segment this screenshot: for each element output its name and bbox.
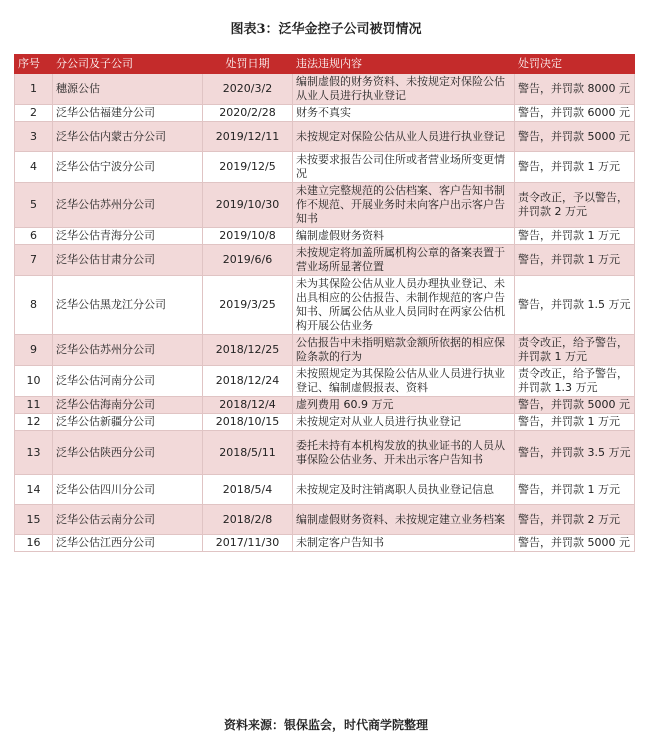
row-company: 泛华公估福建分公司 — [53, 105, 203, 122]
row-date: 2017/11/30 — [203, 535, 293, 552]
row-violation: 未按要求报告公司住所或者营业场所变更情况 — [293, 152, 515, 183]
row-violation: 未按照规定为其保险公估从业人员进行执业登记、编制虚假报表、资料 — [293, 366, 515, 397]
row-decision: 警告，并罚款 8000 元 — [515, 74, 635, 105]
row-violation: 编制虚假财务资料、未按规定建立业务档案 — [293, 505, 515, 535]
row-company: 泛华公估河南分公司 — [53, 366, 203, 397]
row-decision: 警告，并罚款 3.5 万元 — [515, 431, 635, 475]
table-row — [15, 228, 635, 245]
row-no: 1 — [15, 74, 53, 105]
table-row — [15, 105, 635, 122]
row-no: 9 — [15, 335, 53, 366]
table-row — [15, 475, 635, 505]
row-date: 2019/12/5 — [203, 152, 293, 183]
row-decision: 警告，并罚款 5000 元 — [515, 122, 635, 152]
row-date: 2019/3/25 — [203, 276, 293, 335]
row-no: 7 — [15, 245, 53, 276]
row-company: 泛华公估江西分公司 — [53, 535, 203, 552]
row-company: 泛华公估新疆分公司 — [53, 414, 203, 431]
header-no: 序号 — [15, 55, 53, 74]
table-row — [15, 535, 635, 552]
penalty-table — [14, 54, 635, 552]
row-decision: 警告，并罚款 1.5 万元 — [515, 276, 635, 335]
row-decision: 警告，并罚款 1 万元 — [515, 475, 635, 505]
row-decision: 责令改正，予以警告，并罚款 2 万元 — [515, 183, 635, 228]
row-decision: 警告，并罚款 2 万元 — [515, 505, 635, 535]
row-violation: 财务不真实 — [293, 105, 515, 122]
source-note: 资料来源：银保监会，时代商学院整理 — [223, 718, 428, 732]
row-decision: 责令改正，给予警告，并罚款 1 万元 — [515, 335, 635, 366]
row-no: 2 — [15, 105, 53, 122]
row-violation: 未建立完整规范的公估档案、客户告知书制作不规范、开展业务时未向客户出示客户告知书 — [293, 183, 515, 228]
row-date: 2020/2/28 — [203, 105, 293, 122]
table-row — [15, 122, 635, 152]
row-company: 泛华公估云南分公司 — [53, 505, 203, 535]
row-company: 泛华公估青海分公司 — [53, 228, 203, 245]
row-no: 6 — [15, 228, 53, 245]
header-company: 分公司及子公司 — [53, 55, 203, 74]
table-header-row — [15, 55, 635, 74]
row-violation: 编制虚假的财务资料、未按规定对保险公估从业人员进行执业登记 — [293, 74, 515, 105]
table-row — [15, 74, 635, 105]
row-decision: 警告，并罚款 1 万元 — [515, 152, 635, 183]
row-date: 2019/10/8 — [203, 228, 293, 245]
row-company: 泛华公估四川分公司 — [53, 475, 203, 505]
row-decision: 警告，并罚款 5000 元 — [515, 535, 635, 552]
row-no: 3 — [15, 122, 53, 152]
row-violation: 虚列费用 60.9 万元 — [293, 397, 515, 414]
row-violation: 未按规定及时注销离职人员执业登记信息 — [293, 475, 515, 505]
row-no: 14 — [15, 475, 53, 505]
row-no: 8 — [15, 276, 53, 335]
row-date: 2019/12/11 — [203, 122, 293, 152]
row-company: 泛华公估内蒙古分公司 — [53, 122, 203, 152]
table-row — [15, 335, 635, 366]
row-company: 泛华公估苏州分公司 — [53, 335, 203, 366]
row-violation: 委托未持有本机构发放的执业证书的人员从事保险公估业务、开未出示客户告知书 — [293, 431, 515, 475]
row-date: 2018/2/8 — [203, 505, 293, 535]
row-no: 5 — [15, 183, 53, 228]
row-no: 4 — [15, 152, 53, 183]
row-company: 泛华公估黑龙江分公司 — [53, 276, 203, 335]
row-date: 2019/6/6 — [203, 245, 293, 276]
row-decision: 警告，并罚款 1 万元 — [515, 414, 635, 431]
table-row — [15, 276, 635, 335]
row-no: 10 — [15, 366, 53, 397]
row-no: 15 — [15, 505, 53, 535]
row-date: 2018/12/4 — [203, 397, 293, 414]
row-company: 穗源公估 — [53, 74, 203, 105]
row-date: 2018/5/4 — [203, 475, 293, 505]
table-row — [15, 245, 635, 276]
row-decision: 警告，并罚款 6000 元 — [515, 105, 635, 122]
table-row — [15, 414, 635, 431]
row-date: 2018/10/15 — [203, 414, 293, 431]
header-violation: 违法违规内容 — [293, 55, 515, 74]
row-no: 12 — [15, 414, 53, 431]
row-violation: 未按规定对保险公估从业人员进行执业登记 — [293, 122, 515, 152]
table-row — [15, 183, 635, 228]
row-company: 泛华公估宁波分公司 — [53, 152, 203, 183]
row-date: 2020/3/2 — [203, 74, 293, 105]
table-row — [15, 152, 635, 183]
row-violation: 未按规定对从业人员进行执业登记 — [293, 414, 515, 431]
table-row — [15, 397, 635, 414]
row-date: 2018/12/24 — [203, 366, 293, 397]
page-title: 图表3：泛华金控子公司被罚情况 — [230, 22, 422, 37]
row-no: 11 — [15, 397, 53, 414]
row-company: 泛华公估海南分公司 — [53, 397, 203, 414]
header-date: 处罚日期 — [203, 55, 293, 74]
row-date: 2019/10/30 — [203, 183, 293, 228]
row-violation: 编制虚假财务资料 — [293, 228, 515, 245]
row-company: 泛华公估甘肃分公司 — [53, 245, 203, 276]
row-no: 16 — [15, 535, 53, 552]
row-decision: 警告，并罚款 1 万元 — [515, 228, 635, 245]
row-date: 2018/5/11 — [203, 431, 293, 475]
header-decision: 处罚决定 — [515, 55, 635, 74]
row-violation: 公估报告中未指明赔款金额所依据的相应保险条款的行为 — [293, 335, 515, 366]
row-date: 2018/12/25 — [203, 335, 293, 366]
row-violation: 未制定客户告知书 — [293, 535, 515, 552]
row-no: 13 — [15, 431, 53, 475]
table-row — [15, 505, 635, 535]
row-violation: 未按规定将加盖所属机构公章的备案表置于营业场所显著位置 — [293, 245, 515, 276]
row-decision: 警告，并罚款 5000 元 — [515, 397, 635, 414]
row-decision: 责令改正，给予警告，并罚款 1.3 万元 — [515, 366, 635, 397]
row-violation: 未为其保险公估从业人员办理执业登记、未出具相应的公估报告、未制作规范的客户告知书、所属公估从业人员同时在两家公估机构开展公估业务 — [293, 276, 515, 335]
row-decision: 警告，并罚款 1 万元 — [515, 245, 635, 276]
row-company: 泛华公估苏州分公司 — [53, 183, 203, 228]
table-row — [15, 366, 635, 397]
row-company: 泛华公估陕西分公司 — [53, 431, 203, 475]
table-row — [15, 431, 635, 475]
